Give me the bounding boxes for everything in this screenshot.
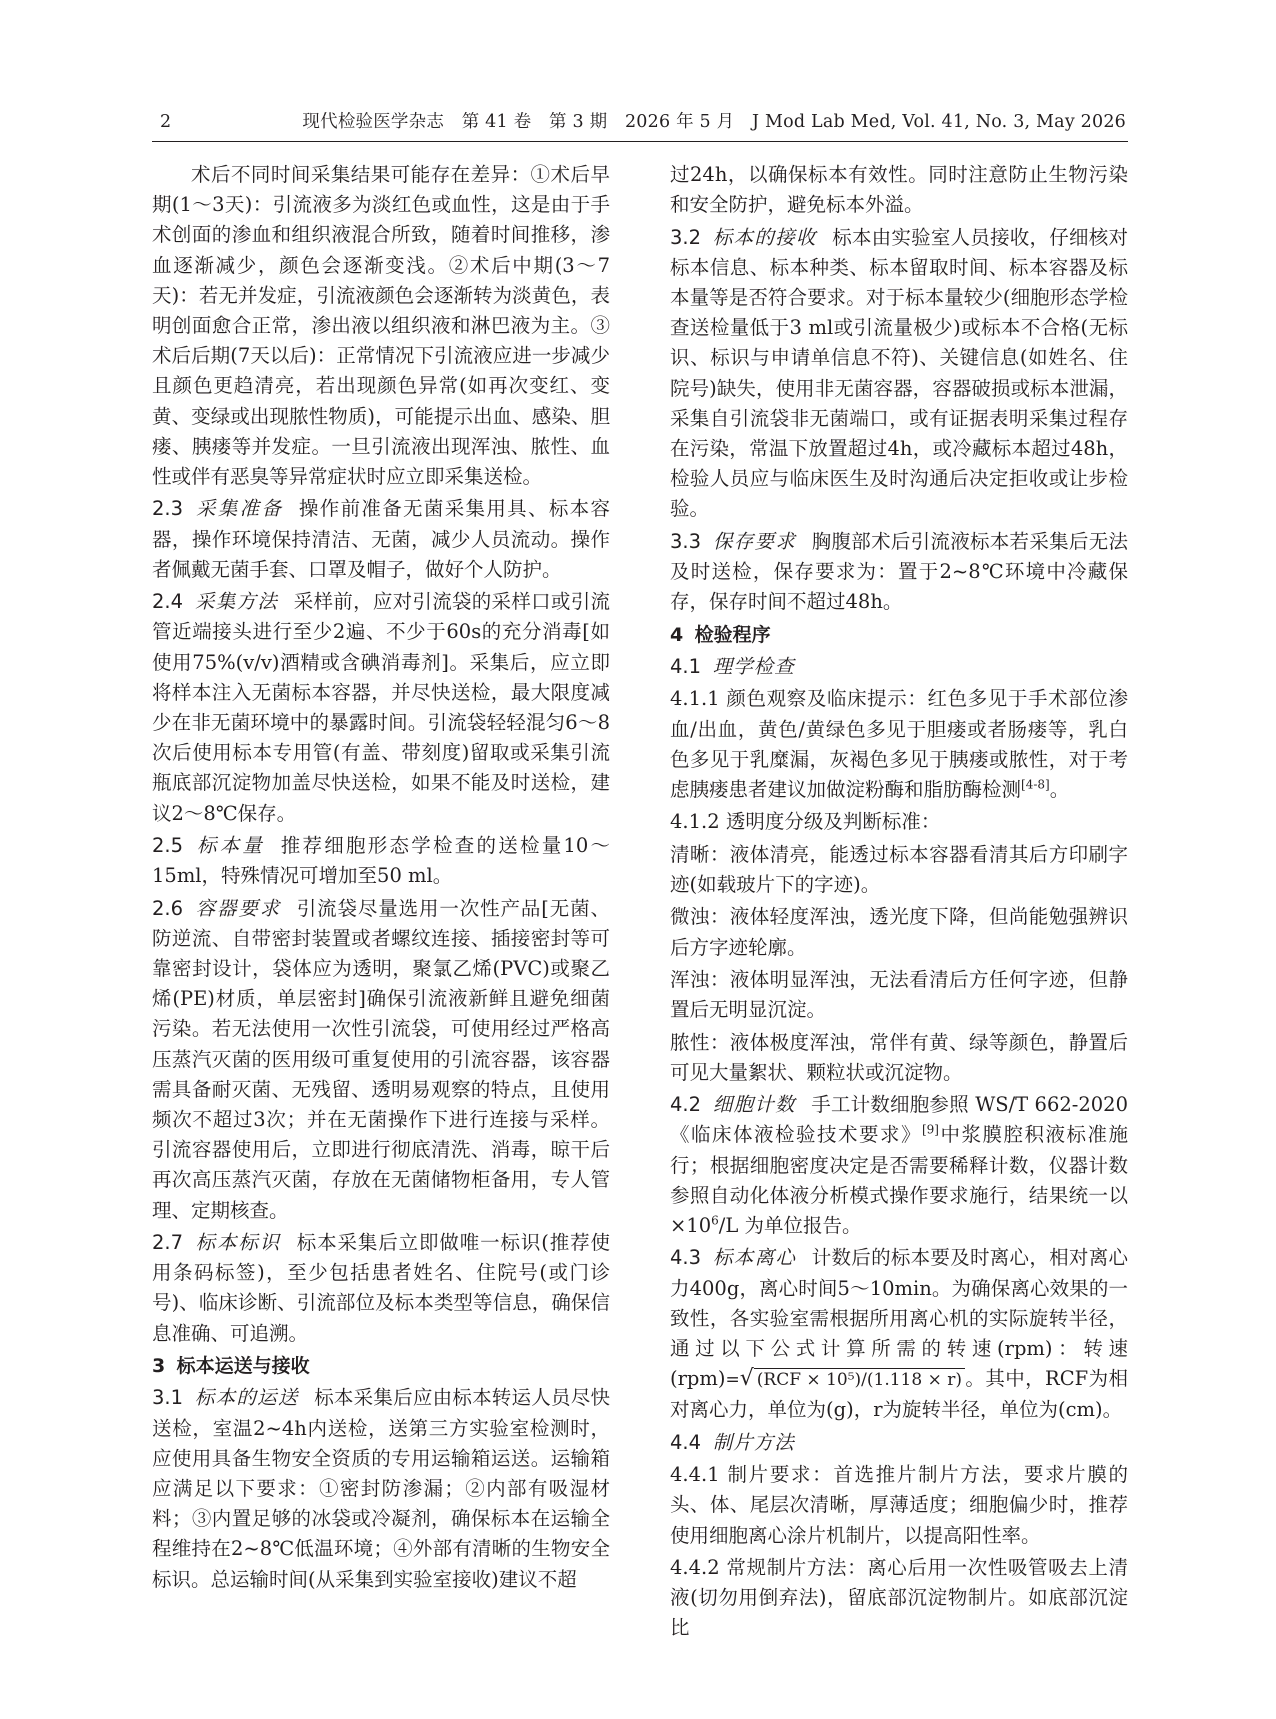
- sqrt-icon: √: [739, 1366, 754, 1392]
- left-column: [152, 160, 610, 1700]
- section-title: 标本标识: [194, 1231, 282, 1255]
- section-title: 细胞计数: [712, 1093, 796, 1117]
- clarity-purulent: 脓性：液体极度浑浊，常伴有黄、绿等颜色，静置后可见大量絮状、颗粒状或沉淀物。: [670, 1030, 1128, 1084]
- section-4-4: 4.4 制片方法: [670, 1430, 795, 1454]
- formula-radicand: (RCF × 10⁵)/(1.118 × r): [754, 1368, 965, 1391]
- section-2-3: 2.3 采集准备 操作前准备无菌采集用具、标本容器，操作环境保持清洁、无菌，减少人员流动。操作者佩戴无菌手套、口罩及帽子，做好个人防护。: [152, 497, 610, 581]
- clarity-clear: 清晰：液体清亮，能透过标本容器看清其后方印刷字迹(如载玻片下的字迹)。: [670, 842, 1128, 896]
- section-title: 标本量: [194, 834, 266, 858]
- citation-ref: [4-8]: [1021, 777, 1050, 792]
- paragraph-postop-timing: 术后不同时间采集结果可能存在差异：①术后早期(1～3天)：引流液多为淡红色或血性，这是由于手术创面的渗血和组织液混合所致，随着时间推移，渗血逐渐减少，颜色会逐渐变浅。②术后中期(3～7天)：若无并发症，引流液颜色会逐渐转为淡黄色，表明创面愈合正常，渗出液以组织液和淋巴液为主。③术后后期(7天以后)：正常情况下引流液应进一步减少且颜色更趋清亮，若出现颜色异常(如再次变红、变黄、变绿或出现脓性物质)，可能提示出血、感染、胆瘘、胰瘘等并发症。一旦引流液出现浑浊、脓性、血性或伴有恶臭等异常症状时应立即采集送检。: [152, 163, 610, 489]
- section-2-5: 2.5 标本量 推荐细胞形态学检查的送检量10～15ml，特殊情况可增加至50 ml。: [152, 834, 610, 888]
- section-title: 制片方法: [712, 1430, 795, 1454]
- section-3-heading: 3 标本运送与接收: [152, 1355, 310, 1378]
- exponent: 6: [711, 1213, 719, 1228]
- journal-citation: 现代检验医学杂志 第 41 卷 第 3 期 2026 年 5 月 J Mod Lab Med, Vol. 41, No. 3, May 2026: [302, 112, 1126, 132]
- header-rule: [152, 141, 1128, 142]
- page-number: 2: [160, 112, 172, 132]
- running-header: [160, 104, 1126, 140]
- section-title: 采集方法: [194, 590, 279, 614]
- section-title: 标本离心: [712, 1246, 797, 1270]
- paragraph-continued: 过24h，以确保标本有效性。同时注意防止生物污染和安全防护，避免标本外溢。: [670, 163, 1128, 217]
- section-3-3: 3.3 保存要求 胸腹部术后引流液标本若采集后无法及时送检，保存要求为：置于2~8℃环境中冷藏保存，保存时间不超过48h。: [670, 529, 1128, 614]
- section-2-7: 2.7 标本标识 标本采集后立即做唯一标识(推荐使用条码标签)，至少包括患者姓名、住院号(或门诊号)、临床诊断、引流部位及标本类型等信息，确保信息准确、可追溯。: [152, 1231, 610, 1345]
- section-3-2: 3.2 标本的接收 标本由实验室人员接收，仔细核对标本信息、标本种类、标本留取时间、标本容器及标本量等是否符合要求。对于标本量较少(细胞形态学检查送检量低于3 ml或引流量极少)或标本不合格(无标识、标识与申请单信息不符)、关键信息(如姓名、住院号)缺失，使用非无菌容器，容器破损或标本泄漏，采集自引流袋非无菌端口，或有证据表明采集过程存在污染，常温下放置超过4h，或冷藏标本超过48h，检验人员应与临床医生及时沟通后决定拒收或让步检验。: [670, 225, 1128, 521]
- section-title: 保存要求: [712, 529, 797, 553]
- section-title: 采集准备: [194, 497, 284, 521]
- section-4-1: 4.1 理学检查: [670, 655, 795, 678]
- section-2-6: 2.6 容器要求 引流袋尽量选用一次性产品[无菌、防逆流、自带密封装置或者螺纹连接、插接密封等可靠密封设计，袋体应为透明，聚氯乙烯(PVC)或聚乙烯(PE)材质，单层密封]确保引流液新鲜且避免细菌污染。若无法使用一次性引流袋，可使用经过严格高压蒸汽灭菌的医用级可重复使用的引流容器，该容器需具备耐灭菌、无残留、透明易观察的特点，且使用频次不超过3次；并在无菌操作下进行连接与采样。引流容器使用后，立即进行彻底清洗、消毒，晾干后再次高压蒸汽灭菌，存放在无菌储物柜备用，专人管理、定期核查。: [152, 896, 610, 1222]
- rpm-formula: =√ (RCF × 10⁵)/(1.118 × r): [726, 1370, 966, 1390]
- section-title: 标本的运送: [194, 1386, 299, 1410]
- citation-ref: [9]: [921, 1122, 939, 1137]
- section-title: 标本的接收: [712, 225, 817, 249]
- section-title: 容器要求: [194, 896, 282, 920]
- right-column: [670, 160, 1128, 1700]
- section-4-3: 4.3 标本离心 计数后的标本要及时离心，相对离心力400g，离心时间5～10min。为确保离心效果的一致性，各实验室需根据所用离心机的实际旋转半径，通过以下公式计算所需的转速(rpm)：转速(rpm)=√ (RCF × 10⁵)/(1.118 × r) 。其中，RCF为相对离心力，单位为(g)，r为旋转半径，单位为(cm)。: [670, 1246, 1128, 1422]
- section-2-4: 2.4 采集方法 采样前，应对引流袋的采样口或引流管近端接头进行至少2遍、不少于60s的充分消毒[如使用75%(v/v)酒精或含碘消毒剂]。采集后，应立即将样本注入无菌标本容器，并尽快送检，最大限度减少在非无菌环境中的暴露时间。引流袋轻轻混匀6～8次后使用标本专用管(有盖、带刻度)留取或采集引流瓶底部沉淀物加盖尽快送检，如果不能及时送检，建议2～8℃保存。: [152, 590, 610, 825]
- section-4-heading: 4 检验程序: [670, 623, 771, 646]
- section-4-4-1: 4.4.1 制片要求：首选推片制片方法，要求片膜的头、体、尾层次清晰，厚薄适度；细胞偏少时，推荐使用细胞离心涂片机制片，以提高阳性率。: [670, 1463, 1128, 1547]
- section-4-4-2: 4.4.2 常规制片方法：离心后用一次性吸管吸去上清液(切勿用倒弃法)，留底部沉淀物制片。如底部沉淀比: [670, 1555, 1128, 1640]
- section-4-1-2: 4.1.2 透明度分级及判断标准：: [670, 810, 941, 834]
- clarity-slight: 微浊：液体轻度浑浊，透光度下降，但尚能勉强辨识后方字迹轮廓。: [670, 905, 1128, 959]
- section-3-1: 3.1 标本的运送 标本采集后应由标本转运人员尽快送检，室温2~4h内送检，送第三方实验室检测时，应使用具备生物安全资质的专用运输箱运送。运输箱应满足以下要求：①密封防渗漏；②内部有吸湿材料；③内置足够的冰袋或冷凝剂，确保标本在运输全程维持在2~8℃低温环境；④外部有清晰的生物安全标识。总运输时间(从采集到实验室接收)建议不超: [152, 1386, 610, 1591]
- section-4-2: 4.2 细胞计数 手工计数细胞参照 WS/T 662-2020《临床体液检验技术要求》[9]中浆膜腔积液标准施行；根据细胞密度决定是否需要稀释计数，仪器计数参照自动化体液分析模式操作要求施行，结果统一以 $\times 10^6/L$ 为单位报告。: [670, 1093, 1128, 1237]
- section-4-1-1: 4.1.1 颜色观察及临床提示：红色多见于手术部位渗血/出血，黄色/黄绿色多见于胆瘘或者肠瘘等，乳白色多见于乳糜漏，灰褐色多见于胰瘘或脓性，对于考虑胰瘘患者建议加做淀粉酶和脂肪酶检测[4-8]。: [670, 687, 1128, 801]
- section-title: 理学检查: [712, 655, 795, 678]
- clarity-turbid: 浑浊：液体明显浑浊，无法看清后方任何字迹，但静置后无明显沉淀。: [670, 967, 1128, 1022]
